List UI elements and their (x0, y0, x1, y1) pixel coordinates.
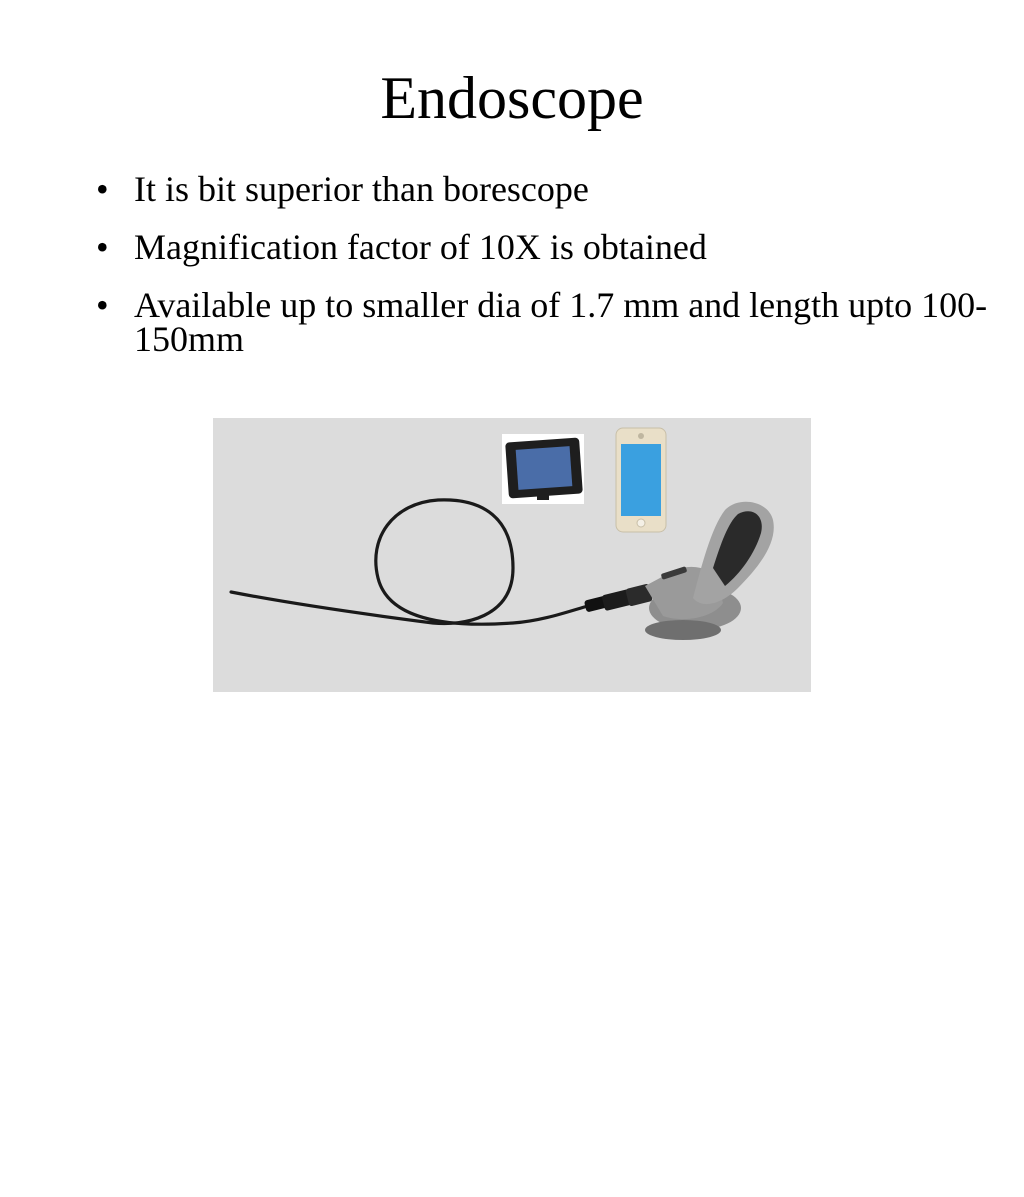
bullet-item (96, 285, 1006, 359)
bullet-text: It is bit superior than borescope (134, 169, 589, 209)
bullet-dot: • (96, 169, 109, 209)
bullet-dot: • (96, 227, 109, 267)
bullet-item (96, 169, 1006, 209)
bullet-text: Magnification factor of 10X is obtained (134, 227, 707, 267)
slide-title: Endoscope (380, 65, 644, 131)
phone-device (616, 428, 666, 532)
bullet-text: Available up to smaller dia of 1.7 mm and length upto 100-150mm (134, 285, 988, 359)
tablet-device (502, 434, 584, 504)
bullet-list (96, 169, 1006, 380)
bullet-item (96, 227, 1006, 267)
endoscope-photo (213, 418, 811, 692)
bullet-dot: • (96, 285, 109, 325)
